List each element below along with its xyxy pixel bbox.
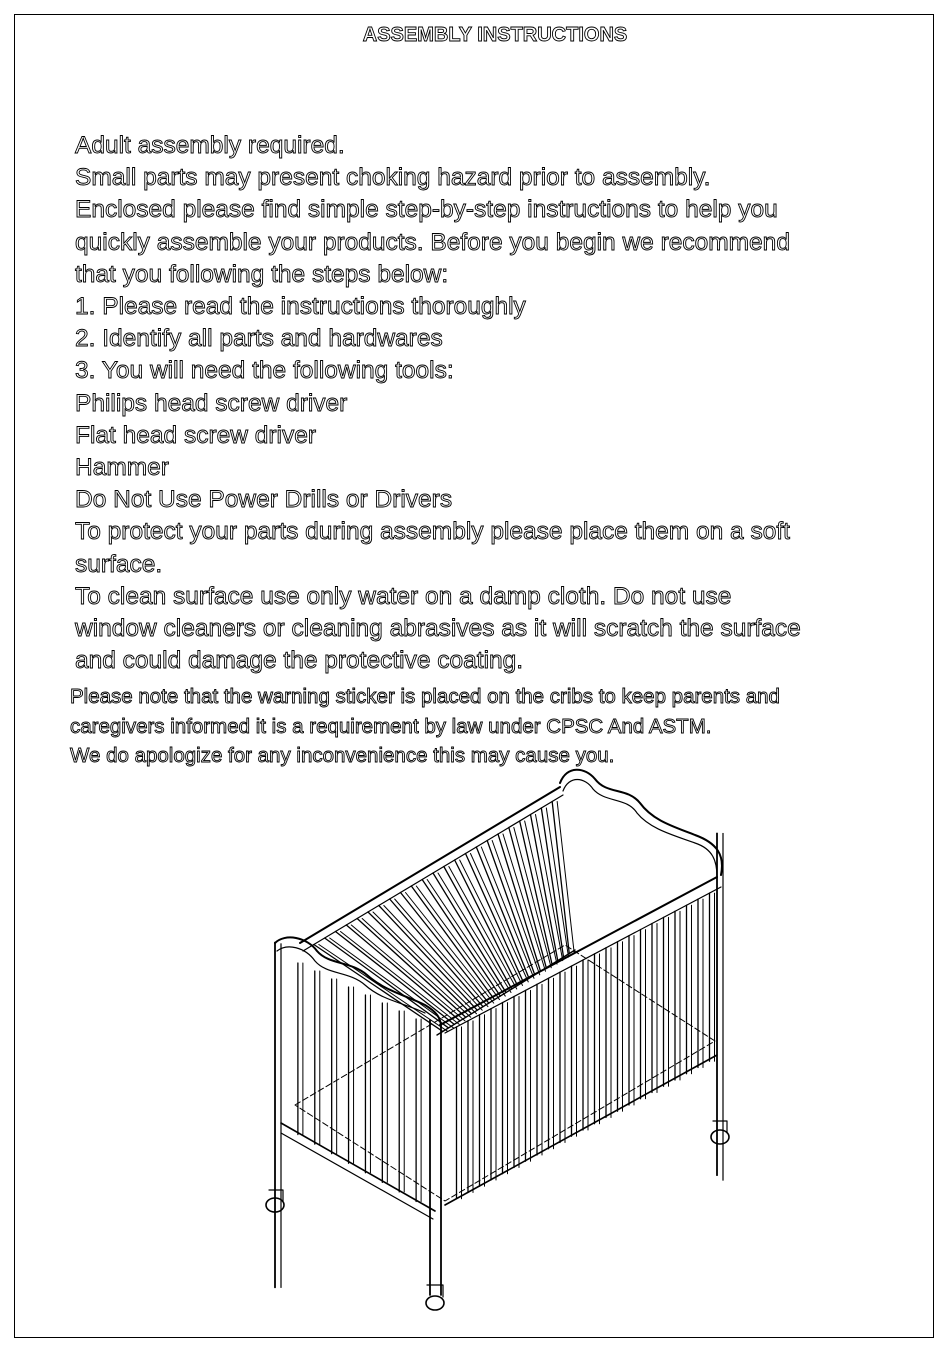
instruction-step: 2. Identify all parts and hardwares — [75, 325, 443, 353]
page-title: ASSEMBLY INSTRUCTIONS — [362, 24, 628, 46]
instruction-line: Adult assembly required. — [75, 132, 345, 159]
instruction-line: Enclosed please find simple step-by-step instructions to help you — [75, 196, 778, 224]
instruction-step: 1. Please read the instructions thoroughly — [75, 293, 526, 321]
instruction-line: that you following the steps below: — [75, 260, 449, 288]
notice-line: caregivers informed it is a requirement by law under CPSC And ASTM. — [70, 714, 712, 738]
instruction-line: surface. — [75, 550, 163, 578]
instruction-line: quickly assemble your products. Before you begin we recommend — [75, 228, 790, 256]
instruction-line: window cleaners or cleaning abrasives as it will scratch the surface — [75, 615, 801, 643]
tool-item: Philips head screw driver — [75, 389, 348, 417]
instructions-block — [75, 130, 895, 677]
instruction-line: To clean surface use only water on a damp cloth. Do not use — [75, 582, 732, 610]
instruction-line: and could damage the protective coating. — [75, 647, 524, 675]
notice-line: Please note that the warning sticker is placed on the cribs to keep parents and — [70, 685, 780, 708]
instruction-line: Small parts may present choking hazard prior to assembly. — [75, 164, 711, 192]
tool-item: Flat head screw driver — [75, 421, 317, 449]
crib-icon — [255, 765, 755, 1320]
instruction-step: 3. You will need the following tools: — [75, 357, 454, 385]
instruction-line: To protect your parts during assembly please place them on a soft — [75, 518, 790, 546]
notice-block — [70, 682, 930, 771]
notice-line: We do apologize for any inconvenience this may cause you. — [70, 744, 615, 767]
warning-line: Do Not Use Power Drills or Drivers — [75, 486, 453, 514]
tool-item: Hammer — [75, 454, 169, 482]
